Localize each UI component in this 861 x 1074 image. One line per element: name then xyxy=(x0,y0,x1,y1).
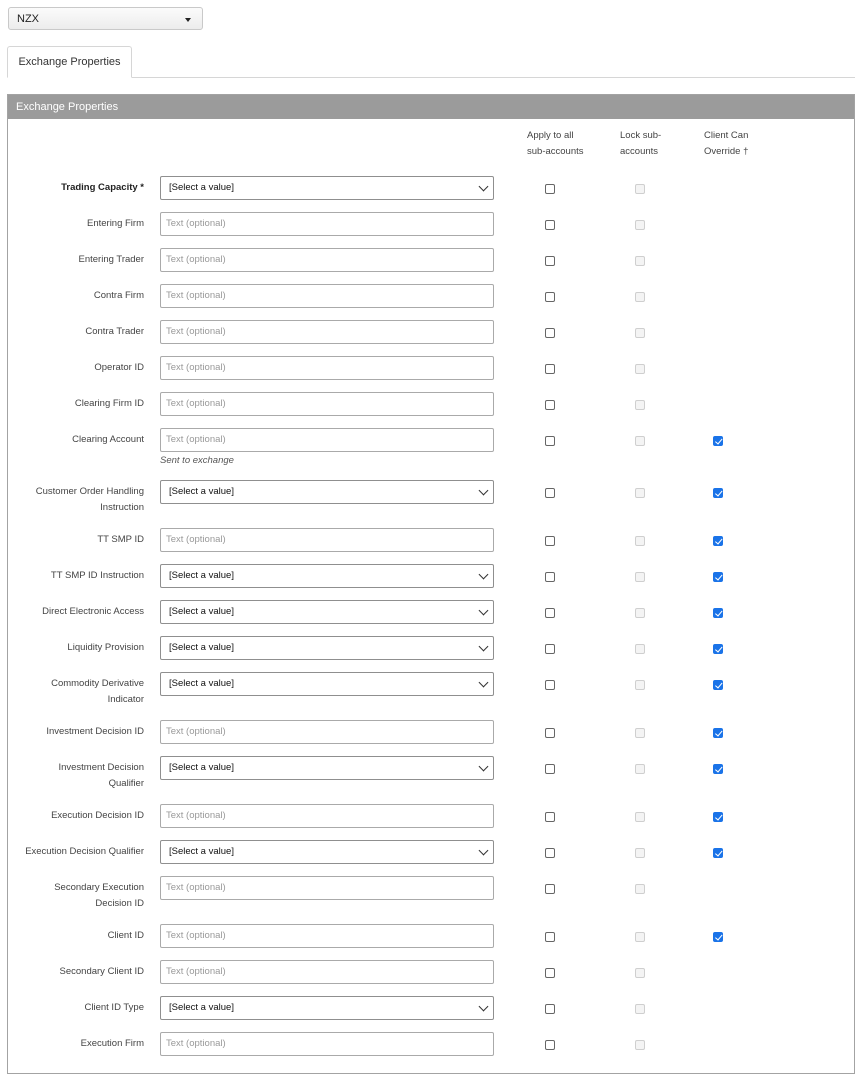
property-select-value: [Select a value] xyxy=(169,606,234,617)
property-label xyxy=(4,180,144,196)
property-label xyxy=(4,288,144,304)
property-label-line: Execution Firm xyxy=(80,1038,144,1049)
property-label xyxy=(4,604,144,620)
property-label xyxy=(4,880,144,912)
property-label xyxy=(4,1036,144,1052)
property-text-input[interactable] xyxy=(160,720,494,744)
apply-to-all-checkbox[interactable] xyxy=(545,884,555,894)
apply-to-all-checkbox[interactable] xyxy=(545,680,555,690)
column-header-lock-sub-accounts xyxy=(620,128,661,160)
property-label-line: Clearing Account xyxy=(72,434,144,445)
lock-sub-accounts-checkbox xyxy=(635,256,645,266)
apply-to-all-checkbox[interactable] xyxy=(545,764,555,774)
property-text-input[interactable] xyxy=(160,320,494,344)
client-can-override-checkbox[interactable] xyxy=(713,764,723,774)
property-input-placeholder: Text (optional) xyxy=(166,434,226,445)
column-header-override-line: Override † xyxy=(704,146,749,157)
lock-sub-accounts-checkbox xyxy=(635,436,645,446)
property-select[interactable] xyxy=(160,564,494,588)
property-label xyxy=(4,640,144,656)
property-text-input[interactable] xyxy=(160,392,494,416)
lock-sub-accounts-checkbox xyxy=(635,728,645,738)
apply-to-all-checkbox[interactable] xyxy=(545,256,555,266)
property-select-value: [Select a value] xyxy=(169,762,234,773)
property-label xyxy=(4,724,144,740)
property-label xyxy=(4,676,144,708)
exchange-select[interactable] xyxy=(8,7,203,30)
property-text-input[interactable] xyxy=(160,248,494,272)
apply-to-all-checkbox[interactable] xyxy=(545,812,555,822)
property-label-line: Clearing Firm ID xyxy=(74,398,144,409)
property-text-input[interactable] xyxy=(160,924,494,948)
lock-sub-accounts-checkbox xyxy=(635,572,645,582)
lock-sub-accounts-checkbox xyxy=(635,812,645,822)
property-input-placeholder: Text (optional) xyxy=(166,810,226,821)
property-label xyxy=(4,252,144,268)
caret-down-icon xyxy=(185,18,191,22)
property-input-placeholder: Text (optional) xyxy=(166,290,226,301)
client-can-override-checkbox[interactable] xyxy=(713,848,723,858)
column-header-lock-line: Lock sub- xyxy=(620,130,662,141)
property-label-line: Instruction xyxy=(100,502,144,513)
column-header-lock-line: accounts xyxy=(620,146,659,157)
lock-sub-accounts-checkbox xyxy=(635,292,645,302)
exchange-select-value: NZX xyxy=(17,13,39,25)
property-hint: Sent to exchange xyxy=(160,455,234,466)
property-input-placeholder: Text (optional) xyxy=(166,362,226,373)
lock-sub-accounts-checkbox xyxy=(635,1004,645,1014)
property-label xyxy=(4,532,144,548)
lock-sub-accounts-checkbox xyxy=(635,644,645,654)
property-label-line: Customer Order Handling xyxy=(35,486,144,497)
apply-to-all-checkbox[interactable] xyxy=(545,968,555,978)
property-label-line: Client ID Type xyxy=(84,1002,144,1013)
property-text-input[interactable] xyxy=(160,356,494,380)
lock-sub-accounts-checkbox xyxy=(635,680,645,690)
lock-sub-accounts-checkbox xyxy=(635,848,645,858)
apply-to-all-checkbox[interactable] xyxy=(545,436,555,446)
column-header-override-line: Client Can xyxy=(704,130,749,141)
property-label-line: Indicator xyxy=(107,694,144,705)
property-input-placeholder: Text (optional) xyxy=(166,218,226,229)
property-label-line: Entering Firm xyxy=(86,218,144,229)
property-label xyxy=(4,484,144,516)
property-select[interactable] xyxy=(160,636,494,660)
property-label-line: Execution Decision ID xyxy=(51,810,144,821)
lock-sub-accounts-checkbox xyxy=(635,364,645,374)
property-select[interactable] xyxy=(160,176,494,200)
property-text-input[interactable] xyxy=(160,1032,494,1056)
property-label-line: Decision ID xyxy=(95,898,144,909)
property-text-input[interactable] xyxy=(160,212,494,236)
lock-sub-accounts-checkbox xyxy=(635,968,645,978)
column-header-apply-to-all xyxy=(527,128,584,160)
property-label-line: Contra Firm xyxy=(93,290,144,301)
panel-header xyxy=(8,95,854,119)
lock-sub-accounts-checkbox xyxy=(635,184,645,194)
apply-to-all-checkbox[interactable] xyxy=(545,328,555,338)
apply-to-all-checkbox[interactable] xyxy=(545,608,555,618)
chevron-down-icon xyxy=(479,642,489,652)
column-header-apply-line: sub-accounts xyxy=(527,146,584,157)
property-label-line: Trading Capacity * xyxy=(61,182,144,193)
client-can-override-checkbox[interactable] xyxy=(713,572,723,582)
property-input-placeholder: Text (optional) xyxy=(166,326,226,337)
client-can-override-checkbox[interactable] xyxy=(713,728,723,738)
column-header-apply-line: Apply to all xyxy=(527,130,574,141)
client-can-override-checkbox[interactable] xyxy=(713,488,723,498)
property-text-input[interactable] xyxy=(160,876,494,900)
property-input-placeholder: Text (optional) xyxy=(166,930,226,941)
property-select[interactable] xyxy=(160,840,494,864)
property-label-line: Liquidity Provision xyxy=(67,642,144,653)
apply-to-all-checkbox[interactable] xyxy=(545,364,555,374)
property-label-line: TT SMP ID Instruction xyxy=(50,570,144,581)
client-can-override-checkbox[interactable] xyxy=(713,932,723,942)
property-select-value: [Select a value] xyxy=(169,182,234,193)
property-input-placeholder: Text (optional) xyxy=(166,726,226,737)
property-select-value: [Select a value] xyxy=(169,642,234,653)
property-label xyxy=(4,760,144,792)
property-label xyxy=(4,396,144,412)
property-select-value: [Select a value] xyxy=(169,846,234,857)
property-label xyxy=(4,360,144,376)
property-label xyxy=(4,216,144,232)
column-header-client-can-override xyxy=(704,128,748,160)
apply-to-all-checkbox[interactable] xyxy=(545,728,555,738)
apply-to-all-checkbox[interactable] xyxy=(545,488,555,498)
property-label xyxy=(4,928,144,944)
chevron-down-icon xyxy=(479,762,489,772)
property-text-input[interactable] xyxy=(160,960,494,984)
lock-sub-accounts-checkbox xyxy=(635,536,645,546)
client-can-override-checkbox[interactable] xyxy=(713,680,723,690)
property-label xyxy=(4,1000,144,1016)
property-label xyxy=(4,964,144,980)
property-input-placeholder: Text (optional) xyxy=(166,254,226,265)
property-text-input[interactable] xyxy=(160,804,494,828)
chevron-down-icon xyxy=(479,1002,489,1012)
chevron-down-icon xyxy=(479,486,489,496)
property-input-placeholder: Text (optional) xyxy=(166,534,226,545)
property-text-input[interactable] xyxy=(160,528,494,552)
property-label-line: Investment Decision ID xyxy=(46,726,144,737)
property-label-line: Contra Trader xyxy=(85,326,144,337)
tab-exchange-properties[interactable]: Exchange Properties xyxy=(7,46,132,78)
client-can-override-checkbox[interactable] xyxy=(713,608,723,618)
property-label xyxy=(4,432,144,448)
chevron-down-icon xyxy=(479,678,489,688)
apply-to-all-checkbox[interactable] xyxy=(545,848,555,858)
lock-sub-accounts-checkbox xyxy=(635,220,645,230)
property-label-line: Client ID xyxy=(107,930,144,941)
property-label-line: Execution Decision Qualifier xyxy=(25,846,144,857)
property-label-line: Operator ID xyxy=(94,362,144,373)
property-select-value: [Select a value] xyxy=(169,486,234,497)
apply-to-all-checkbox[interactable] xyxy=(545,400,555,410)
property-select-value: [Select a value] xyxy=(169,1002,234,1013)
property-select[interactable] xyxy=(160,756,494,780)
property-select[interactable] xyxy=(160,600,494,624)
property-select[interactable] xyxy=(160,996,494,1020)
apply-to-all-checkbox[interactable] xyxy=(545,184,555,194)
property-label-line: Secondary Execution xyxy=(54,882,144,893)
property-input-placeholder: Text (optional) xyxy=(166,966,226,977)
lock-sub-accounts-checkbox xyxy=(635,884,645,894)
property-label-line: Entering Trader xyxy=(78,254,144,265)
lock-sub-accounts-checkbox xyxy=(635,764,645,774)
property-label-line: TT SMP ID xyxy=(97,534,144,545)
apply-to-all-checkbox[interactable] xyxy=(545,536,555,546)
property-label xyxy=(4,844,144,860)
apply-to-all-checkbox[interactable] xyxy=(545,292,555,302)
client-can-override-checkbox[interactable] xyxy=(713,536,723,546)
property-label-line: Investment Decision xyxy=(58,762,144,773)
property-input-placeholder: Text (optional) xyxy=(166,882,226,893)
tabs-divider xyxy=(8,77,855,78)
apply-to-all-checkbox[interactable] xyxy=(545,572,555,582)
property-text-input[interactable] xyxy=(160,284,494,308)
lock-sub-accounts-checkbox xyxy=(635,400,645,410)
lock-sub-accounts-checkbox xyxy=(635,608,645,618)
chevron-down-icon xyxy=(479,570,489,580)
lock-sub-accounts-checkbox xyxy=(635,932,645,942)
property-label-line: Qualifier xyxy=(108,778,144,789)
property-text-input[interactable] xyxy=(160,428,494,452)
property-input-placeholder: Text (optional) xyxy=(166,1038,226,1049)
property-label-line: Commodity Derivative xyxy=(51,678,144,689)
panel-title: Exchange Properties xyxy=(16,101,119,113)
property-label xyxy=(4,808,144,824)
property-input-placeholder: Text (optional) xyxy=(166,398,226,409)
apply-to-all-checkbox[interactable] xyxy=(545,1040,555,1050)
property-label xyxy=(4,324,144,340)
client-can-override-checkbox[interactable] xyxy=(713,436,723,446)
client-can-override-checkbox[interactable] xyxy=(713,644,723,654)
lock-sub-accounts-checkbox xyxy=(635,328,645,338)
chevron-down-icon xyxy=(479,606,489,616)
lock-sub-accounts-checkbox xyxy=(635,1040,645,1050)
apply-to-all-checkbox[interactable] xyxy=(545,1004,555,1014)
property-label-line: Direct Electronic Access xyxy=(42,606,144,617)
apply-to-all-checkbox[interactable] xyxy=(545,932,555,942)
apply-to-all-checkbox[interactable] xyxy=(545,220,555,230)
lock-sub-accounts-checkbox xyxy=(635,488,645,498)
chevron-down-icon xyxy=(479,182,489,192)
property-label xyxy=(4,568,144,584)
client-can-override-checkbox[interactable] xyxy=(713,812,723,822)
property-select[interactable] xyxy=(160,672,494,696)
property-select[interactable] xyxy=(160,480,494,504)
chevron-down-icon xyxy=(479,846,489,856)
property-select-value: [Select a value] xyxy=(169,570,234,581)
property-label-line: Secondary Client ID xyxy=(59,966,144,977)
apply-to-all-checkbox[interactable] xyxy=(545,644,555,654)
property-select-value: [Select a value] xyxy=(169,678,234,689)
